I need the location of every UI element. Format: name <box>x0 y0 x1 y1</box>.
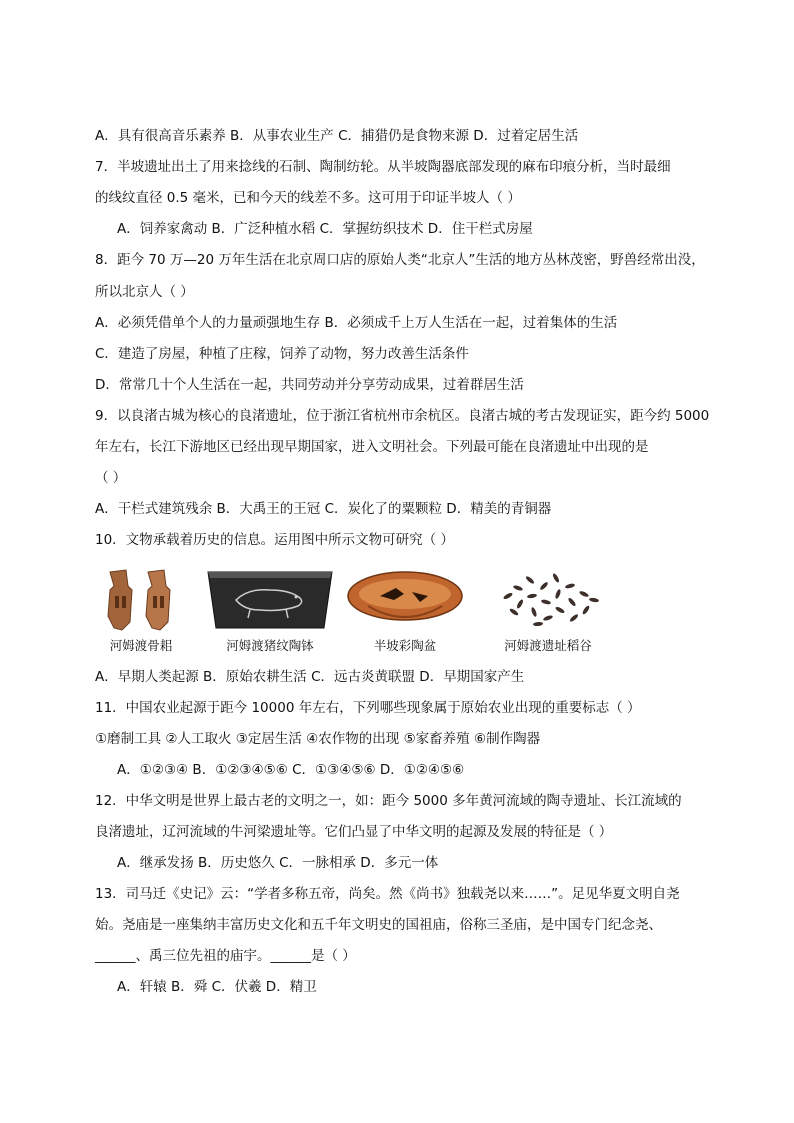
q13-stem-line3: ______、禹三位先祖的庙宇。______是（ ） <box>95 948 356 964</box>
artifact-figure <box>96 566 636 658</box>
q8-option-c: C．建造了房屋，种植了庄稼，饲养了动物，努力改善生活条件 <box>95 346 469 362</box>
q9-options: A．干栏式建筑残余 B．大禹王的王冠 C．炭化了的粟颗粒 D．精美的青铜器 <box>95 501 552 517</box>
q13-options: A．轩辕 B．舜 C．伏羲 D．精卫 <box>117 979 317 995</box>
artifact-painted-basin <box>346 566 464 658</box>
q11-options: A．①②③④ B．①②③④⑤⑥ C．①③④⑤⑥ D．①②④⑤⑥ <box>117 762 465 778</box>
q12-stem-line1: 12．中华文明是世界上最古老的文明之一，如：距今 5000 多年黄河流域的陶寺遗址、长江流域的 <box>95 793 682 809</box>
q7-stem-line2: 的线纹直径 0.5 毫米，已和今天的线差不多。这可用于印证半坡人（ ） <box>95 190 521 206</box>
q10-stem: 10．文物承载着历史的信息。运用图中所示文物可研究（ ） <box>95 532 454 548</box>
q8-stem-line1: 8．距今 70 万—20 万年生活在北京周口店的原始人类“北京人”生活的地方丛林茂密，野兽经常出没， <box>95 252 705 268</box>
artifact-caption: 河姆渡骨耜 <box>109 638 173 653</box>
q9-stem-line1: 9．以良渚古城为核心的良渚遗址，位于浙江省杭州市余杭区。良渚古城的考古发现证实，距今约 5000 <box>95 408 710 424</box>
pig-bowl-image <box>200 566 340 634</box>
artifact-caption: 半坡彩陶盆 <box>373 638 437 653</box>
q7-stem-line1: 7．半坡遗址出土了用来捻线的石制、陶制纺轮。从半坡陶器底部发现的麻布印痕分析，当时最细 <box>95 159 671 175</box>
q11-stem: 11．中国农业起源于距今 10000 年左右，下列哪些现象属于原始农业出现的重要标志（ ） <box>95 700 641 716</box>
q12-stem-line2: 良渚遗址，辽河流域的牛河梁遗址等。它们凸显了中华文明的起源及发展的特征是（ ） <box>95 824 613 840</box>
artifact-pig-bowl <box>200 566 340 658</box>
q8-stem-line2: 所以北京人（ ） <box>95 284 194 300</box>
q13-stem-line2: 始。尧庙是一座集纳丰富历史文化和五千年文明史的国祖庙，俗称三圣庙，是中国专门纪念尧、 <box>95 917 662 933</box>
q8-option-d: D．常常几十个人生活在一起，共同劳动并分享劳动成果，过着群居生活 <box>95 377 524 393</box>
q12-options: A．继承发扬 B．历史悠久 C．一脉相承 D．多元一体 <box>117 855 439 871</box>
q8-options-ab: A．必须凭借单个人的力量顽强地生存 B．必须成千上万人生活在一起，过着集体的生活 <box>95 315 618 331</box>
painted-basin-image <box>346 566 464 634</box>
q9-stem-line3: （ ） <box>95 470 127 486</box>
rice-grains-image <box>488 566 608 634</box>
artifact-caption: 河姆渡猪纹陶钵 <box>226 638 314 653</box>
q10-options: A．早期人类起源 B．原始农耕生活 C．远古炎黄联盟 D．早期国家产生 <box>95 669 525 685</box>
q13-stem-line1: 13．司马迁《史记》云：“学者多称五帝，尚矣。然《尚书》独载尧以来……”。足见华夏文明自尧 <box>95 886 680 902</box>
q9-stem-line2: 年左右，长江下游地区已经出现早期国家，进入文明社会。下列最可能在良渚遗址中出现的是 <box>95 439 649 455</box>
q11-items: ①磨制工具 ②人工取火 ③定居生活 ④农作物的出现 ⑤家畜养殖 ⑥制作陶器 <box>95 731 541 747</box>
q6-options: A．具有很高音乐素养 B．从事农业生产 C．捕猎仍是食物来源 D．过着定居生活 <box>95 128 579 144</box>
artifact-caption: 河姆渡遗址稻谷 <box>504 638 592 653</box>
q7-options: A．饲养家禽动 B．广泛种植水稻 C．掌握纺织技术 D．住干栏式房屋 <box>117 221 533 237</box>
artifact-rice-grains <box>488 566 608 658</box>
